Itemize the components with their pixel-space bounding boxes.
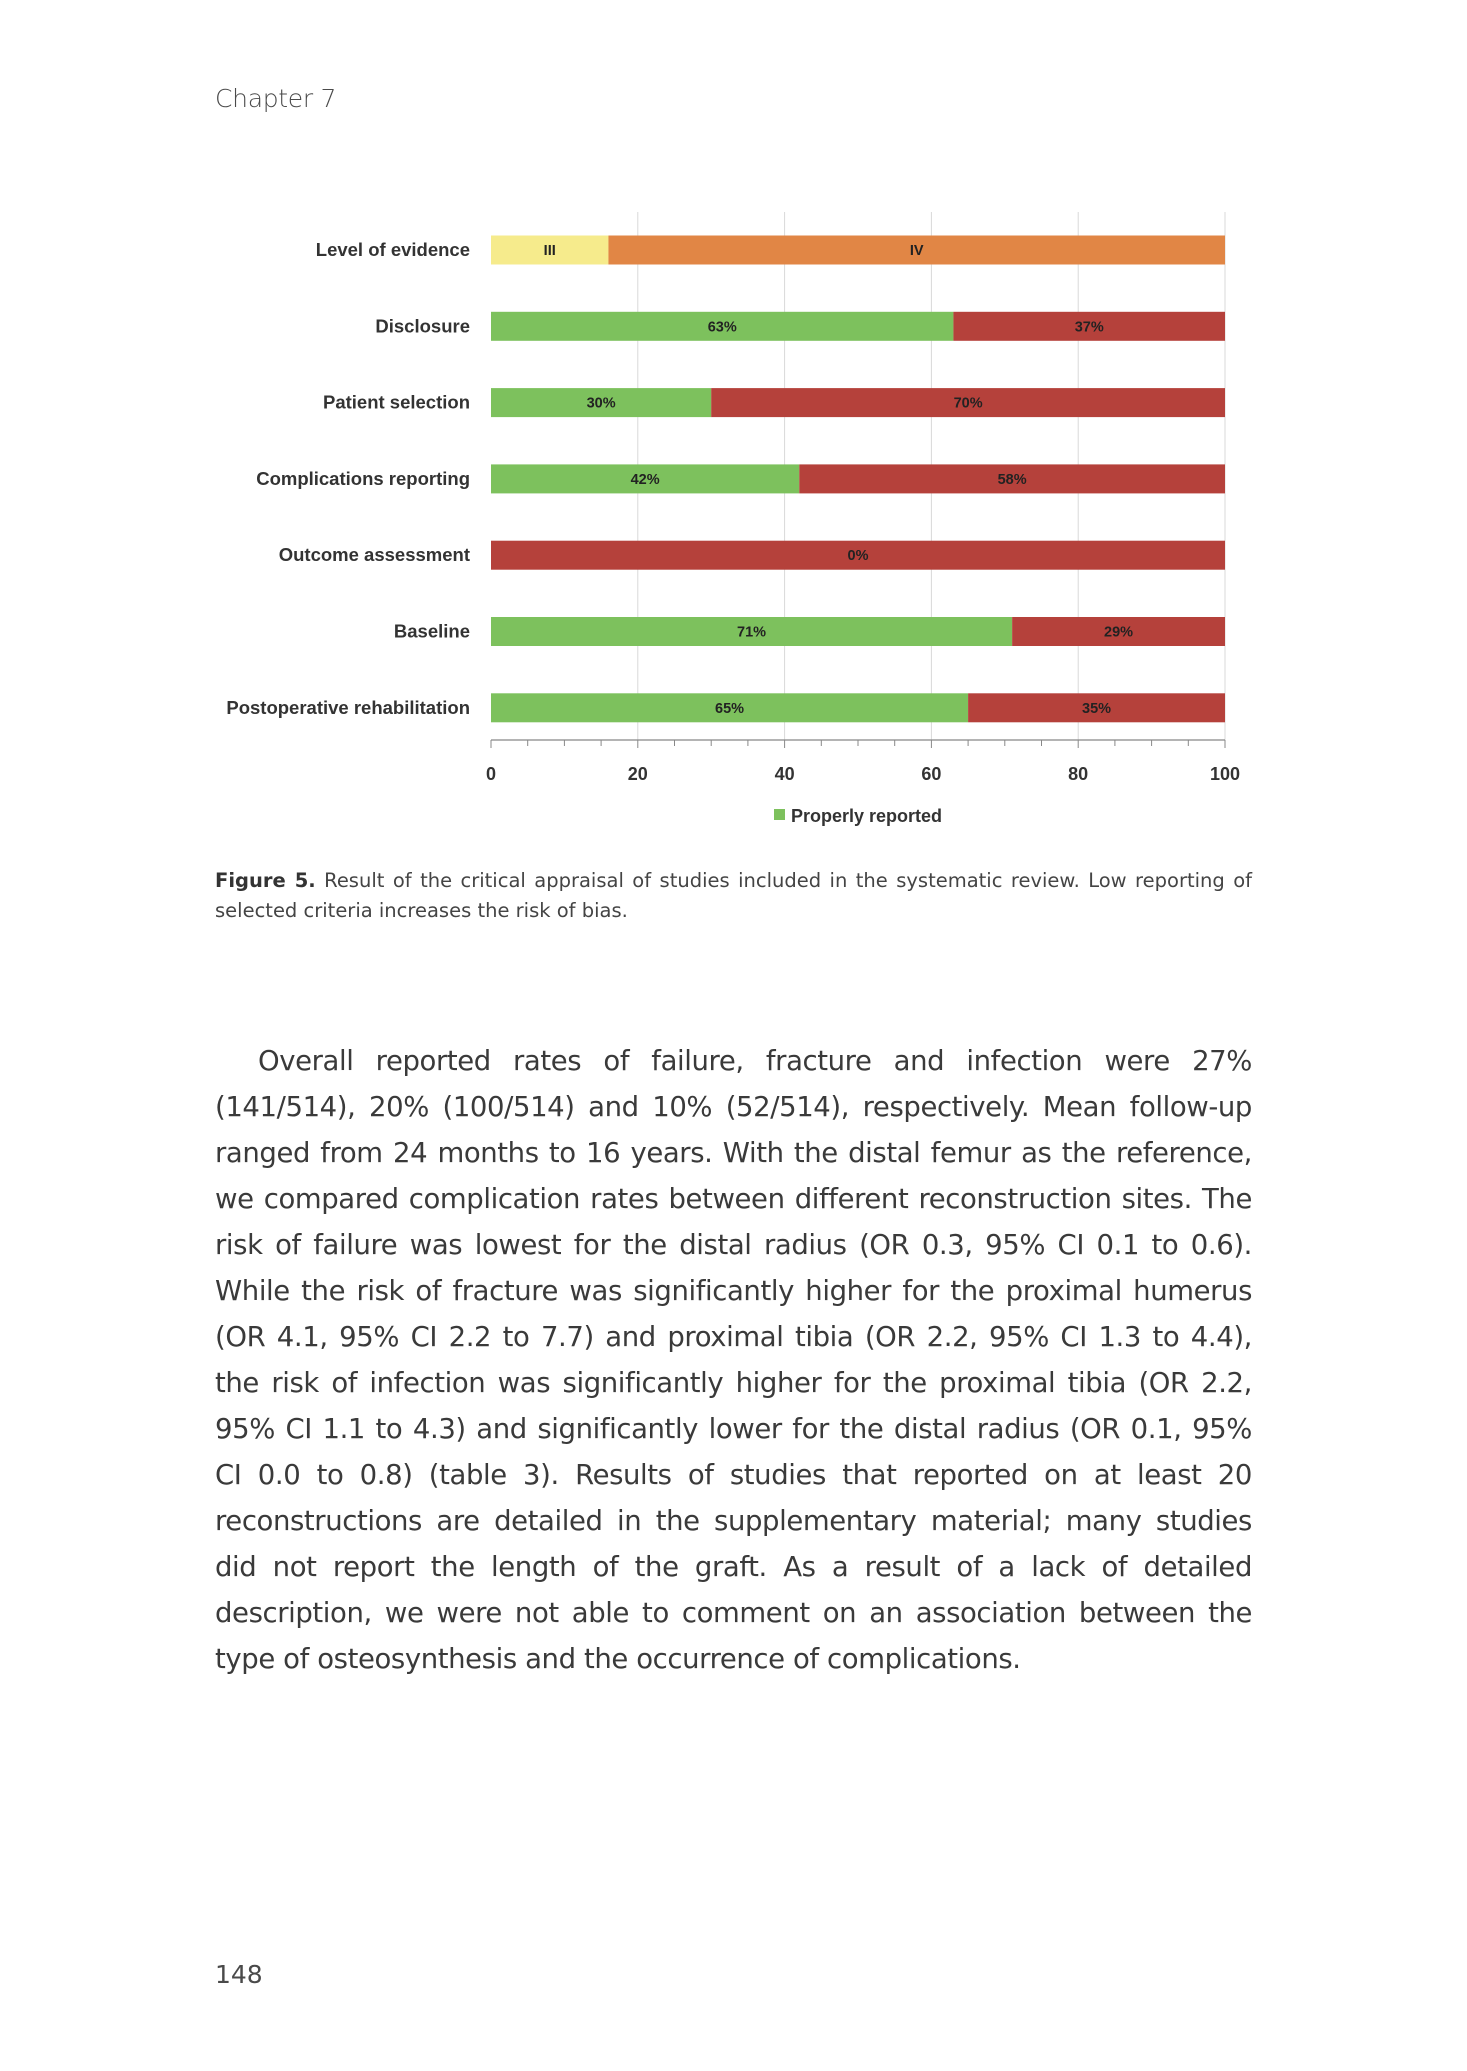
running-head: Chapter 7 — [215, 84, 337, 113]
data-label: 30% — [586, 395, 616, 412]
page-number: 148 — [215, 1960, 263, 1989]
data-label: III — [543, 243, 556, 259]
data-label: IV — [909, 243, 924, 259]
x-tick-label: 40 — [774, 764, 795, 784]
figure-label: Figure 5. — [215, 869, 316, 892]
figure-caption-text: Result of the critical appraisal of studies included in the systematic review. Low reporting of selected criteria increases the risk of bias. — [215, 869, 1252, 922]
legend-swatch — [774, 809, 785, 820]
data-label: 65% — [715, 700, 745, 717]
body-text — [215, 1038, 1252, 1682]
x-tick-label: 80 — [1068, 764, 1089, 784]
category-label: Complications reporting — [256, 467, 470, 489]
category-label: Patient selection — [322, 391, 470, 413]
x-tick-label: 20 — [627, 764, 648, 784]
data-label: 37% — [1074, 319, 1104, 336]
data-label: 63% — [707, 319, 737, 336]
x-tick-label: 60 — [921, 764, 942, 784]
category-label: Postoperative rehabilitation — [226, 696, 470, 718]
category-label: Disclosure — [375, 315, 470, 337]
data-label: 58% — [997, 471, 1027, 488]
figure-caption — [215, 866, 1252, 926]
x-tick-label: 0 — [485, 764, 497, 784]
data-label: 42% — [630, 471, 660, 488]
data-label: 29% — [1104, 624, 1134, 641]
category-label: Outcome assessment — [278, 544, 470, 566]
x-tick-label: 100 — [1209, 764, 1241, 784]
data-label: 35% — [1082, 700, 1112, 717]
legend-label: Properly reported — [791, 806, 943, 826]
data-label: 0% — [847, 548, 869, 565]
category-label: Baseline — [393, 620, 470, 642]
critical-appraisal-chart — [0, 0, 1467, 850]
body-paragraph: Overall reported rates of failure, fracture and infection were 27% (141/514), 20% (100/514) and 10% (52/514), respectively. Mean follow-up ranged from 24 months to 16 years. With the distal femur as the reference, we compared complication rates between different reconstruction sites. The risk of failure was lowest for the distal radius (OR 0.3, 95% CI 0.1 to 0.6). While the risk of fracture was significantly higher for the proximal humerus (OR 4.1, 95% CI 2.2 to 7.7) and proximal tibia (OR 2.2, 95% CI 1.3 to 4.4), the risk of infection was significantly higher for the proximal tibia (OR 2.2, 95% CI 1.1 to 4.3) and significantly lower for the distal radius (OR 0.1, 95% CI 0.0 to 0.8) (table 3). Results of studies that reported on at least 20 reconstructions are detailed in the supplementary material; many studies did not report the length of the graft. As a result of a lack of detailed description, we were not able to comment on an association between the type of osteosynthesis and the occurrence of complications. — [215, 1045, 1252, 1675]
data-label: 70% — [953, 395, 983, 412]
category-label: Level of evidence — [315, 239, 470, 260]
data-label: 71% — [737, 624, 767, 641]
